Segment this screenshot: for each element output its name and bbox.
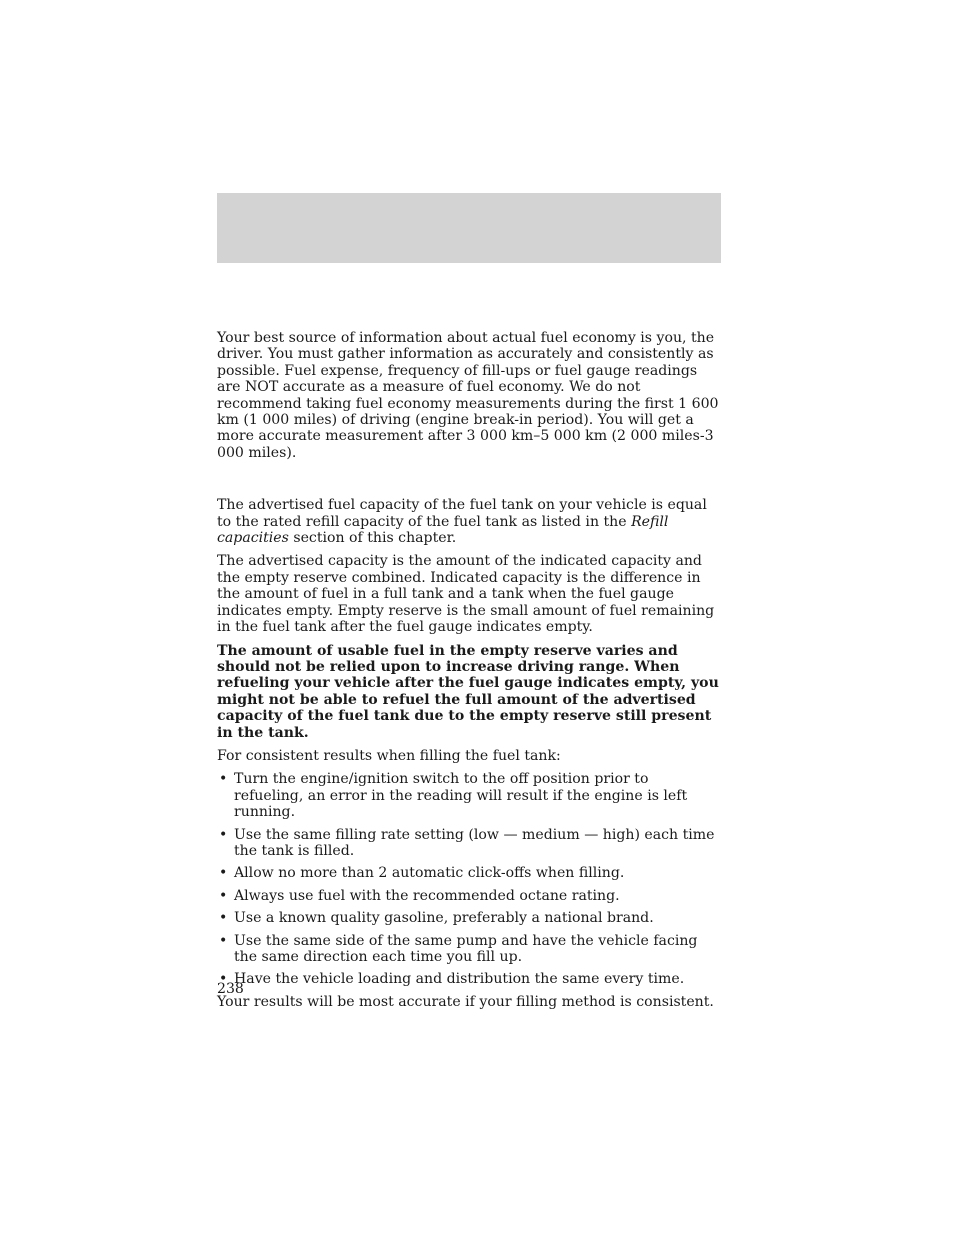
fuel-economy-paragraph: Your best source of information about actual fuel economy is you, the driver. You must gather information as accurately and consistently as possible. Fuel expense, frequency of fill-ups or fuel gauge readings are NOT accurate as a measure of fuel economy. We do not recommend taking fuel economy measurements during the first 1 600 km (1 000 miles) of driving (engine break-in period). You will get a more accurate measurement after 3 000 km–5 000 km (2 000 miles-3 000 miles). <box>217 330 719 461</box>
list-item: • Turn the engine/ignition switch to the off position prior to refueling, an error in the reading will result if the engine is left running. <box>217 771 721 820</box>
advertised-capacity-paragraph: The advertised capacity is the amount of the indicated capacity and the empty reserve combined. Indicated capacity is the difference in the amount of fuel in a full tank and a tank when the fuel gauge indicates empty. Empty reserve is the small amount of fuel remaining in the fuel tank after the fuel gauge indicates empty. <box>217 553 715 636</box>
list-item: • Have the vehicle loading and distribution the same every time. <box>217 971 721 987</box>
closing-paragraph: Your results will be most accurate if your filling method is consistent. <box>217 993 714 1010</box>
list-item: • Allow no more than 2 automatic click-offs when filling. <box>217 865 721 881</box>
page-content <box>217 330 721 1010</box>
empty-reserve-warning: The amount of usable fuel in the empty reserve varies and should not be relied upon to increase driving range. When refueling your vehicle after the fuel gauge indicates empty, you might not be able to refuel the full amount of the advertised capacity of the fuel tank due to the empty reserve still present in the tank. <box>217 642 719 741</box>
fuel-capacity-paragraph <box>217 497 721 546</box>
page-number: 238 <box>217 981 244 997</box>
fuel-capacity-text-b: section of this chapter. <box>288 530 457 547</box>
list-item: • Always use fuel with the recommended octane rating. <box>217 888 721 904</box>
filling-tips-list <box>217 771 721 987</box>
header-band <box>217 193 721 263</box>
refill-capacities-reference: Refill capacities <box>217 513 669 547</box>
fuel-capacity-text-a: The advertised fuel capacity of the fuel tank on your vehicle is equal to the rated refill capacity of the fuel tank as listed in the <box>217 497 707 530</box>
list-item: • Use a known quality gasoline, preferably a national brand. <box>217 910 721 926</box>
list-item: • Use the same filling rate setting (low — medium — high) each time the tank is filled. <box>217 827 721 860</box>
consistent-results-intro: For consistent results when filling the fuel tank: <box>217 747 561 764</box>
list-item: • Use the same side of the same pump and have the vehicle facing the same direction each time you fill up. <box>217 933 721 966</box>
